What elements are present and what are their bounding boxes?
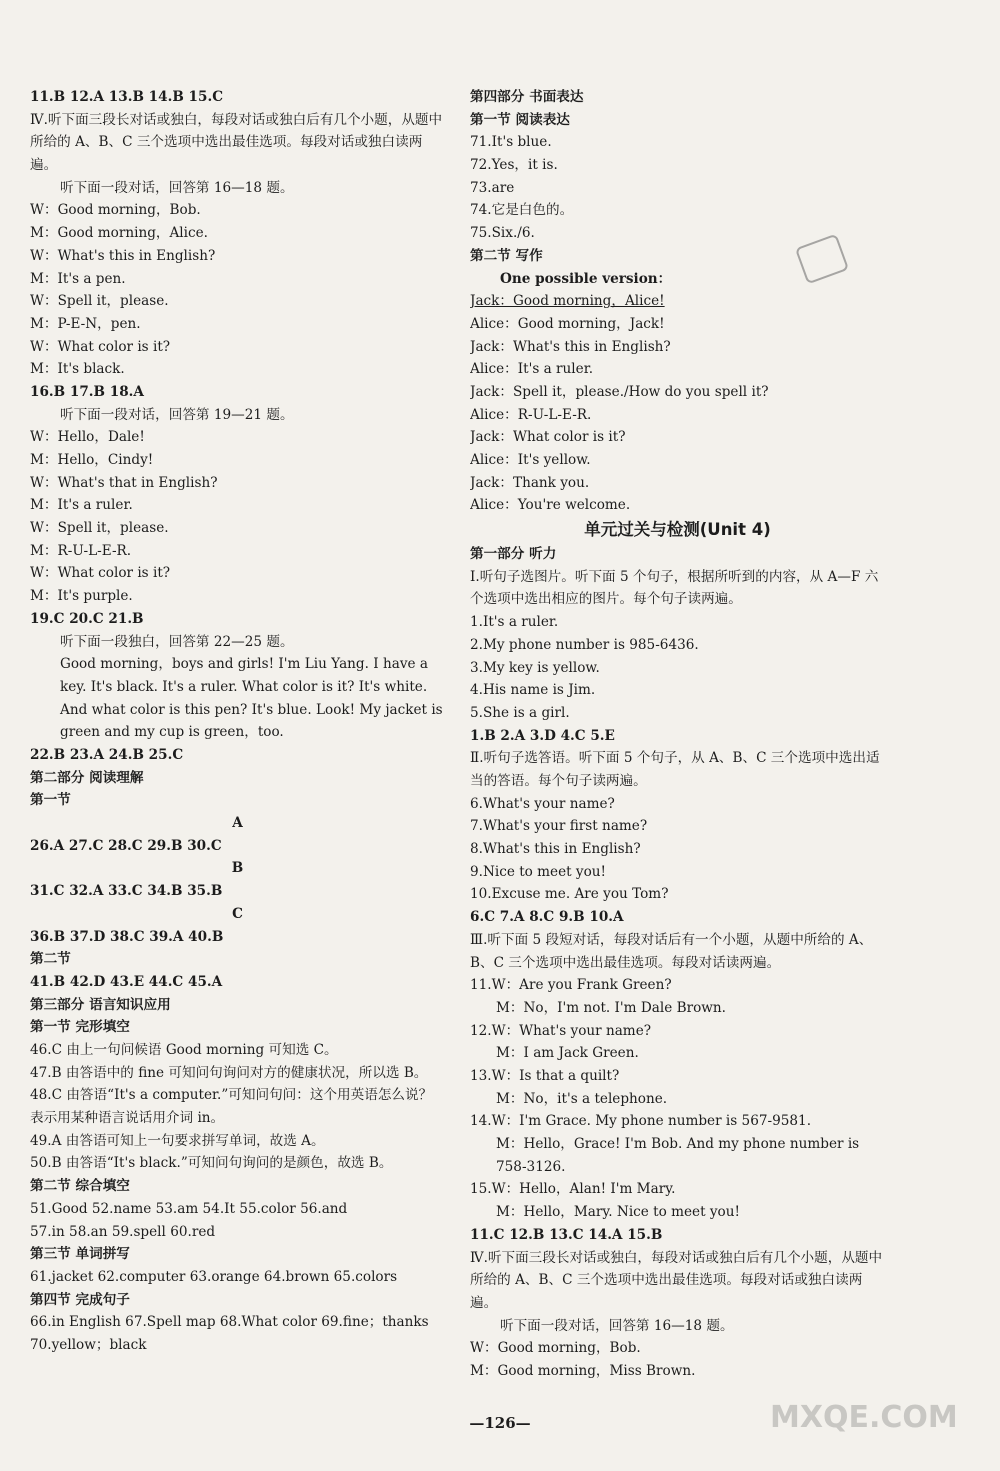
text-line: W：Spell it，please. — [30, 293, 169, 310]
text-line: 5.She is a girl. — [470, 704, 570, 721]
text-line: W：What's this in English? — [30, 247, 216, 264]
section-line: 11.B 12.A 13.B 14.B 15.C — [30, 89, 224, 105]
text-line: 70.yellow；black — [30, 1336, 147, 1353]
text-line: Ⅳ.听下面三段长对话或独白，每段对话或独白后有几个小题，从题中所给的 A、B、C 三个选项中选出最佳选项。每段对话或独白读两遍。 — [470, 1249, 883, 1311]
text-line: M：It's purple. — [30, 588, 133, 605]
section-line: A — [232, 815, 243, 832]
text-line: 听下面一段对话，回答第 19—21 题。 — [60, 406, 294, 423]
section-line: 19.C 20.C 21.B — [30, 610, 144, 627]
section-line: 第二部分 阅读理解 — [30, 769, 144, 786]
page-number: —126— — [469, 1414, 531, 1432]
text-line: 14.W：I'm Grace. My phone number is 567-9581. — [470, 1113, 812, 1130]
text-line: 47.B 由答语中的 fine 可知问句询问对方的健康状况，所以选 B。 — [30, 1064, 428, 1081]
text-line: 61.jacket 62.computer 63.orange 64.brown 65.colors — [30, 1268, 398, 1285]
text-line: Ⅱ.听句子选答语。听下面 5 个句子，从 A、B、C 三个选项中选出适当的答语。每个句子读两遍。 — [470, 750, 880, 789]
text-line: M：Good morning，Alice. — [30, 225, 208, 242]
section-line: 1.B 2.A 3.D 4.C 5.E — [470, 727, 615, 744]
text-line: M：Hello，Mary. Nice to meet you! — [496, 1204, 740, 1221]
text-line: 75.Six./6. — [470, 225, 535, 242]
section-line: 22.B 23.A 24.B 25.C — [30, 747, 184, 764]
section-line: 第四部分 书面表达 — [470, 89, 584, 105]
text-line: 2.My phone number is 985-6436. — [470, 636, 699, 653]
text-line: M：It's a pen. — [30, 270, 126, 287]
text-line: 50.B 由答语“It's black.”可知问句询问的是颜色，故选 B。 — [30, 1155, 393, 1172]
section-line: 第二节 — [30, 951, 71, 968]
right-column — [470, 86, 885, 1383]
text-line: Jack：What color is it? — [470, 429, 626, 446]
text-line: 10.Excuse me. Are you Tom? — [470, 886, 669, 903]
text-line: 71.It's blue. — [470, 134, 552, 151]
text-line: Ⅳ.听下面三段长对话或独白，每段对话或独白后有几个小题，从题中所给的 A、B、C 三个选项中选出最佳选项。每段对话或独白读两遍。 — [30, 111, 443, 174]
text-line: Jack：Spell it，please./How do you spell it? — [470, 383, 769, 400]
text-line: 11.W：Are you Frank Green? — [470, 977, 672, 994]
section-line: 11.C 12.B 13.C 14.A 15.B — [470, 1226, 663, 1243]
section-line: One possible version： — [500, 270, 672, 287]
text-line: M：R-U-L-E-R. — [30, 542, 132, 559]
text-line: Ⅲ.听下面 5 段短对话，每段对话后有一个小题，从题中所给的 A、B、C 三个选项中选出最佳选项。每段对话读两遍。 — [470, 931, 873, 971]
text-line: 8.What's this in English? — [470, 841, 641, 858]
text-line: Good morning，boys and girls! I'm Liu Yang. I have a key. It's black. It's a ruler. What color is it? It's white. And what color is this pen? It's blue. Look! My jacket is green and my cup is green，too. — [60, 656, 443, 741]
text-line: 51.Good 52.name 53.am 54.It 55.color 56.and — [30, 1200, 348, 1217]
text-line: Ⅰ.听句子选图片。听下面 5 个句子，根据所听到的内容，从 A—F 六个选项中选出相应的图片。每个句子读两遍。 — [470, 568, 879, 608]
section-line: 31.C 32.A 33.C 34.B 35.B — [30, 883, 223, 900]
text-line: Alice：R-U-L-E-R. — [470, 406, 592, 423]
text-line: Jack：Good morning，Alice! — [470, 293, 665, 310]
left-column — [30, 86, 445, 1357]
section-line: 第二节 综合填空 — [30, 1178, 130, 1195]
text-line: M：Hello，Cindy! — [30, 452, 154, 469]
text-line: Alice：Good morning，Jack! — [470, 315, 665, 332]
text-line: 12.W：What's your name? — [470, 1022, 652, 1039]
text-line: 48.C 由答语“It's a computer.”可知问句问：这个用英语怎么说？表示用某种语言说话用介词 in。 — [30, 1087, 433, 1127]
text-line: 57.in 58.an 59.spell 60.red — [30, 1223, 216, 1240]
text-line: M：I am Jack Green. — [496, 1045, 639, 1062]
text-line: W：Good morning，Bob. — [470, 1340, 641, 1357]
text-line: M：No，I'm not. I'm Dale Brown. — [496, 999, 726, 1016]
text-line: M：It's black. — [30, 361, 125, 378]
section-line: 6.C 7.A 8.C 9.B 10.A — [470, 909, 624, 926]
text-line: 15.W：Hello，Alan! I'm Mary. — [470, 1181, 676, 1198]
text-line: 听下面一段对话，回答第 16—18 题。 — [500, 1317, 734, 1334]
unit-title: 单元过关与检测(Unit 4) — [584, 520, 771, 540]
section-line: 36.B 37.D 38.C 39.A 40.B — [30, 928, 224, 945]
section-line: 第一节 阅读表达 — [470, 111, 570, 128]
text-line: W：What color is it? — [30, 565, 171, 582]
text-line: 74.它是白色的。 — [470, 202, 574, 219]
text-line: W：What's that in English? — [30, 474, 218, 491]
text-line: 1.It's a ruler. — [470, 614, 559, 631]
text-line: 3.My key is yellow. — [470, 659, 600, 676]
text-line: M：Good morning，Miss Brown. — [470, 1362, 696, 1379]
text-line: 46.C 由上一句问候语 Good morning 可知选 C。 — [30, 1041, 338, 1058]
section-line: 第三节 单词拼写 — [30, 1246, 130, 1263]
section-line: 第三部分 语言知识应用 — [30, 996, 171, 1013]
text-line: 听下面一段独白，回答第 22—25 题。 — [60, 633, 294, 650]
section-line: 16.B 17.B 18.A — [30, 383, 144, 400]
text-line: 49.A 由答语可知上一句要求拼写单词，故选 A。 — [30, 1132, 325, 1149]
section-line: C — [232, 905, 243, 922]
text-line: W：Good morning，Bob. — [30, 202, 201, 219]
section-line: 第四节 完成句子 — [30, 1291, 130, 1308]
site-watermark: MXQE.COM — [770, 1400, 958, 1435]
text-line: 7.What's your first name? — [470, 818, 648, 835]
text-line: 听下面一段对话，回答第 16—18 题。 — [60, 179, 294, 196]
section-line: 第一部分 听力 — [470, 546, 557, 563]
text-line: 13.W：Is that a quilt? — [470, 1067, 620, 1084]
text-line: M：No，it's a telephone. — [496, 1090, 668, 1107]
section-line: 第二节 写作 — [470, 247, 543, 264]
text-line: M：Hello，Grace! I'm Bob. And my phone number is 758-3126. — [496, 1136, 860, 1175]
section-line: 第一节 — [30, 792, 71, 809]
section-line: 41.B 42.D 43.E 44.C 45.A — [30, 973, 223, 990]
section-line: 第一节 完形填空 — [30, 1019, 130, 1036]
text-line: W：Hello，Dale! — [30, 429, 145, 446]
text-line: Alice：It's yellow. — [470, 452, 591, 468]
text-line: M：P-E-N，pen. — [30, 315, 141, 332]
text-line: 4.His name is Jim. — [470, 682, 596, 699]
text-line: W：Spell it，please. — [30, 520, 169, 537]
text-line: 72.Yes，it is. — [470, 157, 558, 174]
text-line: W：What color is it? — [30, 338, 171, 355]
text-line: 6.What's your name? — [470, 795, 615, 812]
text-line: Alice：It's a ruler. — [470, 361, 594, 378]
text-line: 66.in English 67.Spell map 68.What color 69.fine；thanks — [30, 1314, 429, 1331]
section-line: 26.A 27.C 28.C 29.B 30.C — [30, 837, 222, 854]
text-line: 9.Nice to meet you! — [470, 863, 607, 880]
text-line: 73.are — [470, 179, 515, 196]
text-line: Jack：What's this in English? — [470, 338, 671, 355]
section-line: B — [231, 860, 244, 877]
text-line: Alice：You're welcome. — [470, 497, 631, 514]
text-line: M：It's a ruler. — [30, 497, 133, 514]
text-line: Jack：Thank you. — [470, 474, 590, 491]
